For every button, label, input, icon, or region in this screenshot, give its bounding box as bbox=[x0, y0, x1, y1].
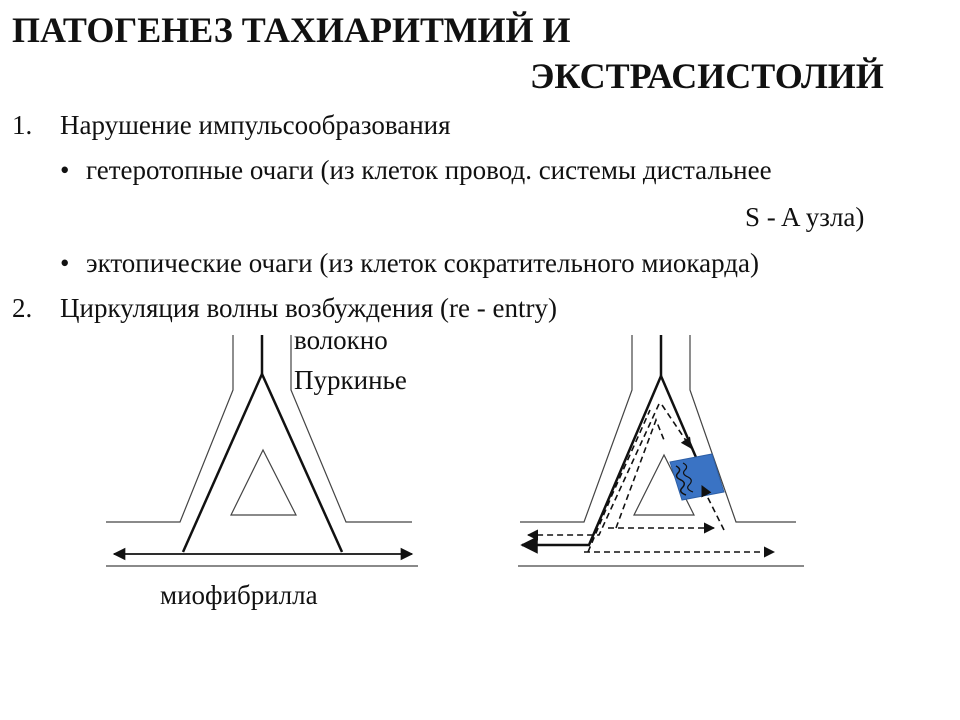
slide-title-line2: ЭКСТРАСИСТОЛИЙ bbox=[530, 56, 884, 96]
unidirectional-block bbox=[670, 454, 724, 500]
reentry-path-inner-left bbox=[616, 420, 664, 528]
purkinje-branch-right-solid bbox=[661, 376, 698, 462]
bullet-1-continuation: S - A узла) bbox=[745, 202, 865, 232]
reentry-diagram bbox=[518, 335, 804, 566]
item-2-text: Циркуляция волны возбуждения (re - entry) bbox=[60, 293, 557, 323]
bullet-2-marker: • bbox=[60, 248, 70, 278]
tissue-outline-right bbox=[291, 335, 412, 522]
bullet-2-text: эктопические очаги (из клеток сократительного миокарда) bbox=[86, 248, 759, 278]
bullet-1-text: гетеротопные очаги (из клеток провод. системы дистальнее bbox=[86, 155, 772, 185]
purkinje-fiber-label-line2: Пуркинье bbox=[294, 365, 407, 395]
normal-conduction-diagram bbox=[106, 335, 418, 566]
purkinje-branch-right bbox=[262, 374, 342, 552]
reentry-path-inner-return bbox=[588, 410, 650, 552]
slide-title-line1: ПАТОГЕНЕЗ ТАХИАРИТМИЙ И bbox=[12, 10, 571, 50]
inner-triangle bbox=[231, 450, 296, 515]
item-1-number: 1. bbox=[12, 110, 33, 140]
tissue-outline-left bbox=[520, 335, 632, 522]
bullet-1-marker: • bbox=[60, 155, 70, 185]
myofibril-label: миофибрилла bbox=[160, 580, 318, 610]
item-2-number: 2. bbox=[12, 293, 33, 323]
purkinje-branch-left bbox=[183, 374, 262, 552]
purkinje-fiber-label-line1: волокно bbox=[294, 325, 388, 355]
tissue-outline-left bbox=[106, 335, 233, 522]
item-1-text: Нарушение импульсообразования bbox=[60, 110, 451, 140]
